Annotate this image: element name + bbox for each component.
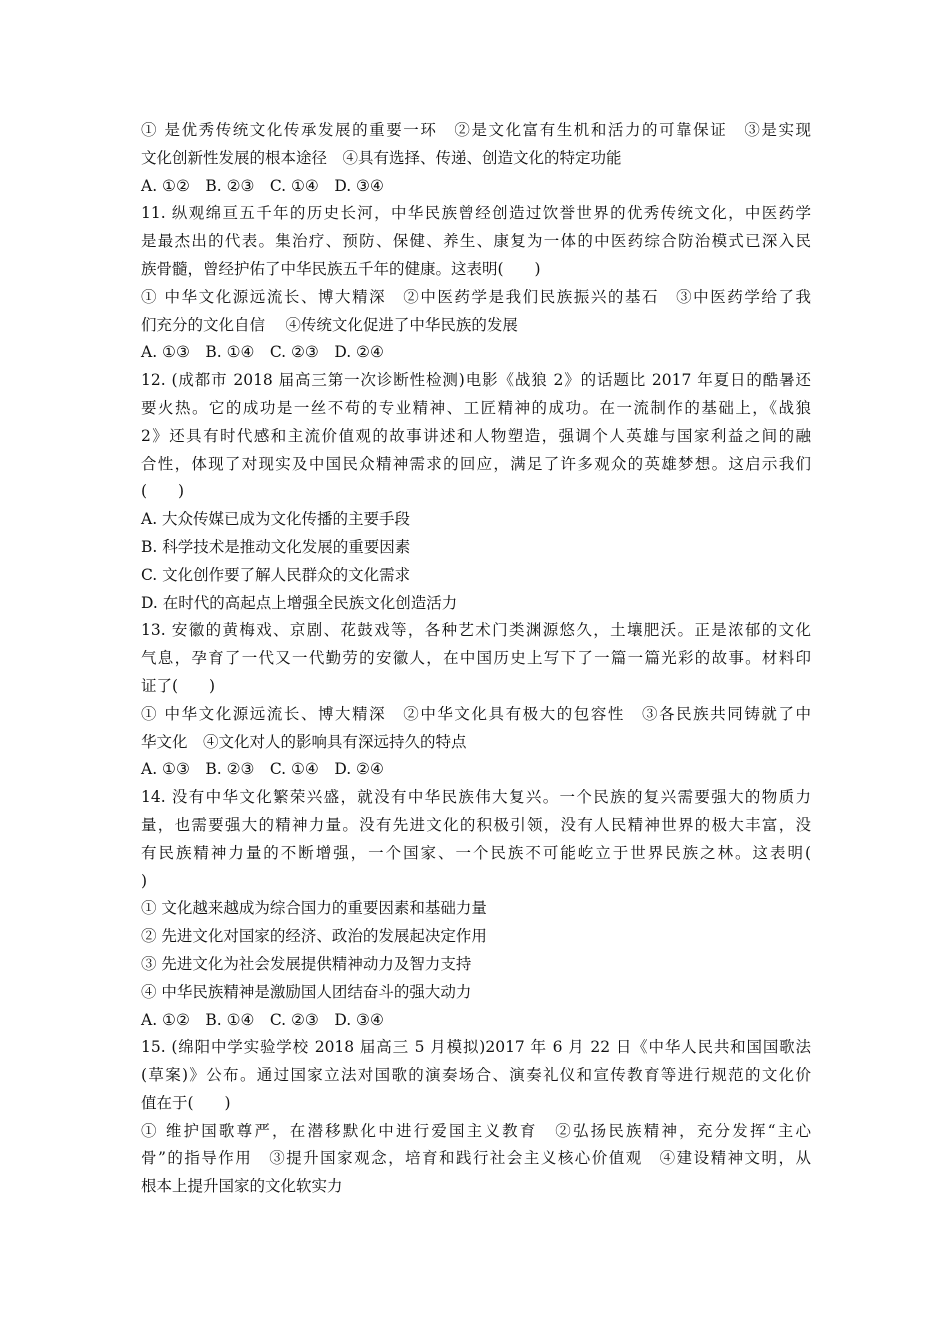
text-line: 华文化 ④文化对人的影响具有深远持久的特点: [141, 732, 467, 751]
text-line: 气息，孕育了一代又一代勤劳的安徽人，在中国历史上写下了一篇一篇光彩的故事。材料印: [141, 649, 811, 668]
text-line: ( ): [141, 482, 185, 501]
text-line: 证了( ): [141, 676, 216, 695]
text-line: A. ①③ B. ②③ C. ①④ D. ②④: [141, 760, 384, 779]
text-line: B. 科学技术是推动文化发展的重要因素: [141, 537, 411, 556]
text-line: ): [141, 871, 148, 890]
text-line: 12. (成都市 2018 届高三第一次诊断性检测)电影《战狼 2》的话题比 2017 年夏日的酷暑还: [141, 371, 811, 390]
text-line: 合性，体现了对现实及中国民众精神需求的回应，满足了许多观众的英雄梦想。这启示我们: [141, 454, 811, 473]
text-line: 14. 没有中华文化繁荣兴盛，就没有中华民族伟大复兴。一个民族的复兴需要强大的物质力: [141, 788, 811, 807]
text-line: 量，也需要强大的精神力量。没有先进文化的积极引领，没有人民精神世界的极大丰富，没: [141, 815, 811, 834]
text-line: 2》还具有时代感和主流价值观的故事讲述和人物塑造，强调个人英雄与国家利益之间的融: [141, 426, 811, 445]
text-line: A. ①③ B. ①④ C. ②③ D. ②④: [141, 343, 384, 362]
text-line: 族骨髓，曾经护佑了中华民族五千年的健康。这表明( ): [141, 259, 541, 278]
text-line: 15. (绵阳中学实验学校 2018 届高三 5 月模拟)2017 年 6 月 22 日《中华人民共和国国歌法: [141, 1038, 811, 1057]
text-line: 们充分的文化自信 ④传统文化促进了中华民族的发展: [141, 315, 518, 334]
text-line: ③ 先进文化为社会发展提供精神动力及智力支持: [141, 954, 472, 973]
text-line: C. 文化创作要了解人民群众的文化需求: [141, 565, 411, 584]
text-line: ① 维护国歌尊严，在潜移默化中进行爱国主义教育 ②弘扬民族精神，充分发挥“主心: [141, 1121, 811, 1140]
text-line: 根本上提升国家的文化软实力: [141, 1177, 343, 1196]
text-line: A. ①② B. ①④ C. ②③ D. ③④: [141, 1010, 384, 1029]
text-line: D. 在时代的高起点上增强全民族文化创造活力: [141, 593, 458, 612]
text-line: ① 中华文化源远流长、博大精深 ②中华文化具有极大的包容性 ③各民族共同铸就了中: [141, 704, 811, 723]
text-line: ① 文化越来越成为综合国力的重要因素和基础力量: [141, 899, 487, 918]
document-text: [141, 117, 811, 1201]
text-line: 11. 纵观绵亘五千年的历史长河，中华民族曾经创造过饮誉世界的优秀传统文化，中医药学: [141, 204, 811, 223]
text-line: A. ①② B. ②③ C. ①④ D. ③④: [141, 176, 384, 195]
text-line: 值在于( ): [141, 1093, 231, 1112]
text-line: 有民族精神力量的不断增强，一个国家、一个民族不可能屹立于世界民族之林。这表明(: [141, 843, 811, 862]
text-line: 要火热。它的成功是一丝不苟的专业精神、工匠精神的成功。在一流制作的基础上，《战狼: [141, 398, 811, 417]
text-line: A. 大众传媒已成为文化传播的主要手段: [141, 510, 411, 529]
text-line: ② 先进文化对国家的经济、政治的发展起决定作用: [141, 927, 487, 946]
text-line: ① 是优秀传统文化传承发展的重要一环 ②是文化富有生机和活力的可靠保证 ③是实现: [141, 121, 811, 139]
text-line: 是最杰出的代表。集治疗、预防、保健、养生、康复为一体的中医药综合防治模式已深入民: [141, 232, 811, 251]
text-line: 13. 安徽的黄梅戏、京剧、花鼓戏等，各种艺术门类渊源悠久，土壤肥沃。正是浓郁的文化: [141, 621, 811, 640]
text-line: ① 中华文化源远流长、博大精深 ②中医药学是我们民族振兴的基石 ③中医药学给了我: [141, 287, 811, 306]
text-line: 骨”的指导作用 ③提升国家观念，培育和践行社会主义核心价值观 ④建设精神文明，从: [141, 1149, 811, 1168]
text-line: ④ 中华民族精神是激励国人团结奋斗的强大动力: [141, 982, 472, 1001]
text-line: (草案)》公布。通过国家立法对国歌的演奏场合、演奏礼仪和宣传教育等进行规范的文化价: [141, 1066, 811, 1085]
text-line: 文化创新性发展的根本途径 ④具有选择、传递、创造文化的特定功能: [141, 148, 622, 167]
